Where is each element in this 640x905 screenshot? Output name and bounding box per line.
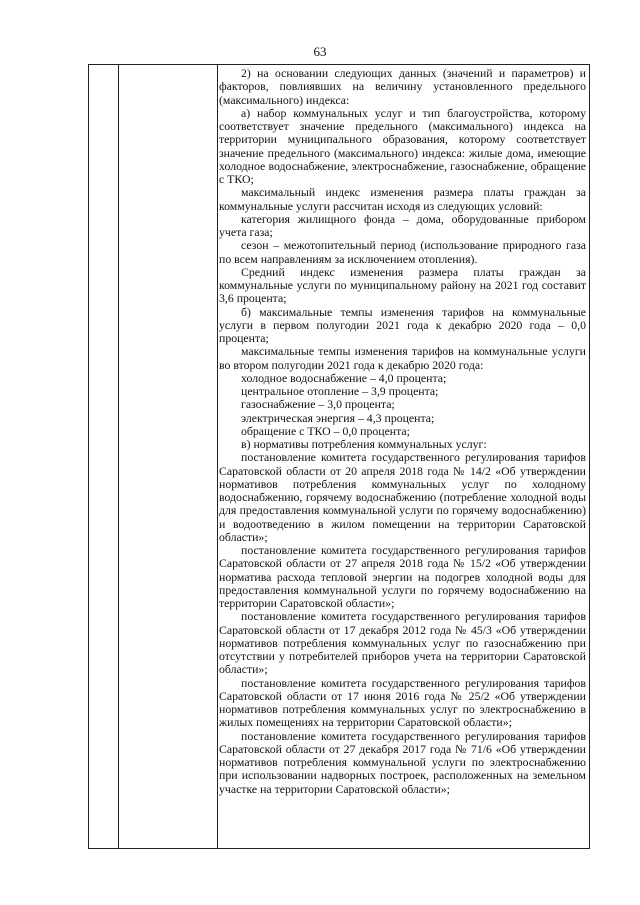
paragraph: центральное отопление – 3,9 процента;: [241, 384, 439, 398]
page-number: 63: [313, 44, 327, 59]
paragraph: б) максимальные темпы изменения тарифов на коммунальные услуги в первом полугодии 2021 года к декабрю 2020 года – 0,0 процента;: [219, 304, 586, 345]
table-column-divider: [217, 65, 218, 848]
paragraph: холодное водоснабжение – 4,0 процента;: [241, 370, 447, 385]
paragraph: постановление комитета государственного регулирования тарифов Саратовской области от 27 декабря 2017 года № 71/6 «Об утверждении нормативов потребления коммунальной услуги по электроснабжению при использовании надворных построек, расположенных на земельном участке на территории Саратовской области»;: [219, 728, 586, 796]
paragraph: газоснабжение – 3,0 процента;: [241, 397, 395, 412]
table-column-divider: [118, 65, 119, 848]
paragraph: сезон – межотопительный период (использование природного газа по всем направлениям за исключением отопления).: [219, 238, 586, 266]
table-text-cell: [219, 67, 586, 796]
paragraph: Средний индекс изменения размера платы граждан за коммунальные услуги по муниципальному району на 2021 год составит 3,6 процента;: [219, 264, 586, 306]
paragraph: в) нормативы потребления коммунальных услуг:: [241, 437, 487, 451]
paragraph: а) набор коммунальных услуг и тип благоустройства, которому соответствует значение предельного (максимального) индекса на территории муниципального образования, которому соответствует значение предельного (максимального) индекса: жилые дома, имеющие холодное водоснабжение, электроснабжение, газоснабжение, обращение с ТКО;: [219, 105, 586, 186]
paragraph: максимальные темпы изменения тарифов на коммунальные услуги во втором полугодии 2021 года к декабрю 2020 года:: [219, 344, 586, 372]
paragraph: 2) на основании следующих данных (значений и параметров) и факторов, повлиявших на величину установленного предельного (максимального) индекса:: [219, 66, 586, 107]
paragraph: обращение с ТКО – 0,0 процента;: [241, 423, 410, 438]
paragraph: постановление комитета государственного регулирования тарифов Саратовской области от 17 июня 2016 года № 25/2 «Об утверждении нормативов потребления коммунальных услуг по электроснабжению в жилых помещениях на территории Саратовской области»;: [219, 675, 586, 730]
paragraph: постановление комитета государственного регулирования тарифов Саратовской области от 17 декабря 2012 года № 45/3 «Об утверждении нормативов потребления коммунальных услуг по газоснабжению при отсутствии у потребителей приборов учета на территории Саратовской области»;: [219, 609, 586, 677]
paragraph: максимальный индекс изменения размера платы граждан за коммунальные услуги рассчитан исходя из следующих условий:: [219, 185, 586, 213]
paragraph: электрическая энергия – 4,3 процента;: [241, 410, 435, 425]
paragraph: категория жилищного фонда – дома, оборудованные прибором учета газа;: [219, 211, 586, 239]
paragraph: постановление комитета государственного регулирования тарифов Саратовской области от 20 апреля 2018 года № 14/2 «Об утверждении нормативов потребления коммунальных услуг по холодному водоснабжению, горячему водоснабжению (потребление холодной воды для предоставления коммунальной услуги по горячему водоснабжению) и водоотведению в жилом помещении на территории Саратовской области»;: [219, 450, 586, 544]
paragraph: постановление комитета государственного регулирования тарифов Саратовской области от 27 апреля 2018 года № 15/2 «Об утверждении норматива расхода тепловой энергии на подогрев холодной воды для предоставления коммунальной услуги по горячему водоснабжению на территории Саратовской области»;: [219, 543, 586, 610]
